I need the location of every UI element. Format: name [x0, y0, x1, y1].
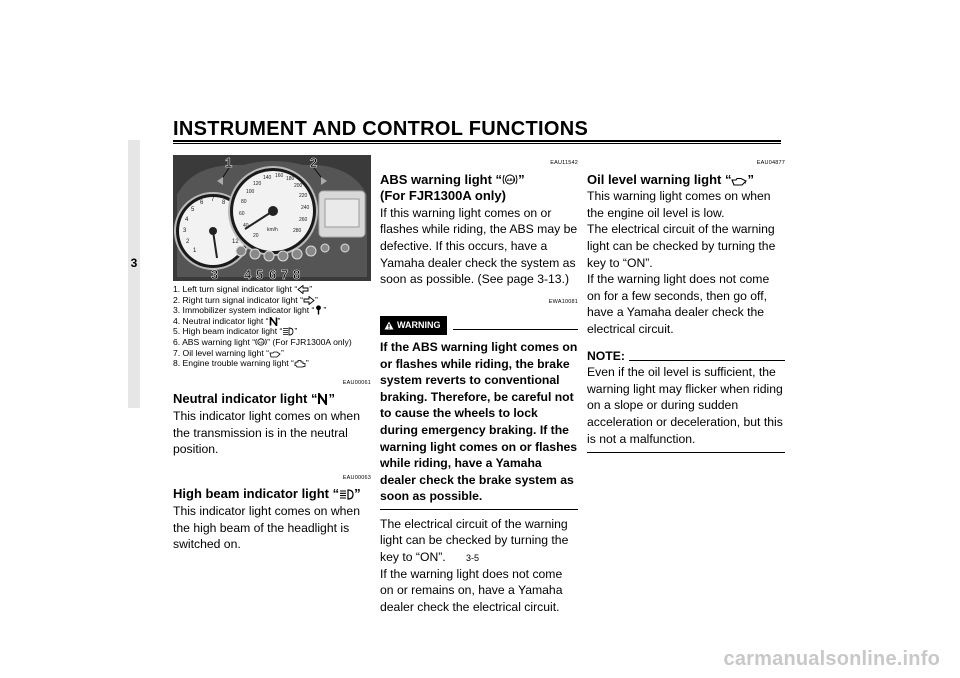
watermark: carmanualsonline.info — [723, 648, 940, 670]
section-code: EAU11542 — [550, 160, 578, 166]
svg-text:ABS: ABS — [258, 340, 265, 345]
tach-tick: 12 — [232, 239, 239, 245]
speed-tick: 280 — [293, 228, 302, 234]
left-turn-signal-icon — [297, 285, 309, 294]
oil-heading: Oil level warning light “ ” — [587, 171, 754, 187]
legend-item: 3. Immobilizer system indicator light “ ” — [173, 305, 327, 316]
section-code: EAU00061 — [342, 379, 371, 386]
speed-tick: 220 — [299, 193, 308, 199]
speed-unit-label: km/h — [267, 227, 278, 233]
column-right — [587, 155, 785, 453]
section-code: EWA10081 — [548, 298, 578, 305]
legend-item: 8. Engine trouble warning light “ ” — [173, 358, 309, 369]
speed-tick: 260 — [299, 217, 308, 223]
legend-item: 4. Neutral indicator light “ ” — [173, 315, 281, 326]
svg-text:ABS: ABS — [506, 176, 516, 182]
legend-item: 1. Left turn signal indicator light “ ” — [173, 284, 313, 294]
header-rule-thin — [173, 143, 781, 144]
callout-3: 3 — [211, 267, 219, 281]
instrument-panel-figure — [173, 155, 371, 281]
tach-tick: 8 — [222, 200, 226, 206]
right-turn-signal-icon — [303, 296, 315, 305]
chapter-tab — [128, 140, 140, 408]
high-beam-body: This indicator light comes on when the high beam of the headlight is switched on. — [173, 503, 360, 552]
legend-item: 7. Oil level warning light “ ” — [173, 347, 284, 358]
speed-tick: 240 — [301, 205, 310, 211]
callout-8: 8 — [293, 267, 301, 281]
oil-can-icon — [731, 176, 747, 186]
circuit-fail-body: If the warning light does not come on or remains on, have a Yamaha dealer check the electrical circuit. — [380, 566, 563, 614]
warning-badge: WARNING — [380, 316, 447, 335]
speed-tick: 120 — [253, 181, 262, 187]
neutral-icon — [269, 317, 278, 326]
note-body: Even if the oil level is sufficient, the warning light may flicker when riding on a slope or during sudden acceleration or deceleration, but this is not a malfunction. — [587, 365, 783, 446]
speed-tick: 20 — [253, 233, 259, 239]
column-left — [173, 155, 371, 553]
speed-tick: 140 — [263, 175, 272, 181]
neutral-body: This indicator light comes on when the transmission is in the neutral position. — [173, 408, 360, 457]
abs-body: If this warning light comes on or flashes while riding, the ABS may be defective. If this occurs, have a Yamaha dealer check the system as soon as possible. (See page 3-13.) — [380, 205, 578, 287]
callout-4: 4 — [244, 267, 252, 281]
tach-tick: 7 — [211, 197, 215, 203]
chapter-number: 3 — [130, 256, 138, 270]
note-rule — [629, 360, 785, 361]
abs-warning-icon — [502, 173, 518, 186]
oil-body-3: If the warning light does not come on for a few seconds, then go off, have a Yamaha dealer check the electrical circuit. — [587, 272, 770, 336]
warning-triangle-icon — [384, 321, 394, 330]
callout-1: 1 — [225, 155, 233, 170]
speed-tick: 60 — [239, 211, 245, 217]
column-middle — [380, 155, 578, 615]
callout-2: 2 — [310, 155, 318, 170]
neutral-heading: Neutral indicator light “ ” — [173, 391, 335, 407]
oil-can-icon — [269, 350, 281, 358]
warning-header — [380, 316, 578, 335]
tach-tick: 4 — [185, 217, 189, 223]
tach-tick: 6 — [200, 200, 204, 206]
tach-tick: 2 — [186, 239, 190, 245]
engine-trouble-icon — [294, 359, 306, 368]
legend-item: 5. High beam indicator light “ ” — [173, 326, 298, 337]
section-code: EAU00063 — [342, 474, 371, 481]
note-label: NOTE: — [587, 348, 625, 363]
speed-tick: 40 — [243, 223, 249, 229]
high-beam-icon — [339, 489, 354, 500]
oil-body-1: This warning light comes on when the engine oil level is low. — [587, 189, 771, 220]
note-end-rule — [587, 452, 785, 453]
page-number: 3-5 — [466, 553, 480, 563]
abs-warning-icon — [255, 337, 267, 347]
header-rule — [173, 140, 781, 142]
callout-7: 7 — [281, 267, 289, 281]
figure-legend — [173, 284, 371, 369]
tach-tick: 3 — [183, 228, 187, 234]
oil-body-2: The electrical circuit of the warning light can be checked by turning the key to “ON”. — [587, 222, 776, 270]
note-header — [587, 348, 785, 365]
legend-item: 6. ABS warning light “ ABS ” (For FJR1300A only) — [173, 336, 352, 347]
high-beam-heading: High beam indicator light “ ” — [173, 486, 361, 502]
section-code: EAU04877 — [756, 160, 785, 166]
circuit-check-body: The electrical circuit of the warning light can be checked by turning the key to “ON”. — [380, 516, 569, 565]
speed-tick: 80 — [241, 199, 247, 205]
tach-tick: 1 — [193, 248, 197, 254]
speed-tick: 160 — [275, 173, 284, 179]
speed-tick: 100 — [246, 189, 255, 195]
speed-tick: 200 — [294, 183, 303, 189]
warning-end-rule — [380, 509, 578, 510]
high-beam-icon — [282, 327, 294, 336]
neutral-icon — [317, 393, 328, 405]
abs-heading: ABS warning light “ ABS ” — [380, 171, 525, 187]
warning-body: If the ABS warning light comes on or flashes while riding, the brake system reverts to conventional braking. Therefore, be careful not to cause the wheels to lock during emergency braking. If the warning light comes on or flashes while riding, have a Yamaha dealer check the brake system as soon as possible. — [380, 339, 578, 504]
callout-5: 5 — [256, 267, 264, 281]
abs-heading-sub: (For FJR1300A only) — [380, 188, 506, 204]
speed-tick: 180 — [286, 176, 295, 182]
callout-6: 6 — [269, 267, 277, 281]
tach-tick: 5 — [191, 207, 195, 213]
page-title: INSTRUMENT AND CONTROL FUNCTIONS — [173, 118, 589, 140]
legend-item: 2. Right turn signal indicator light “ ” — [173, 294, 318, 305]
warning-rule — [453, 329, 579, 330]
